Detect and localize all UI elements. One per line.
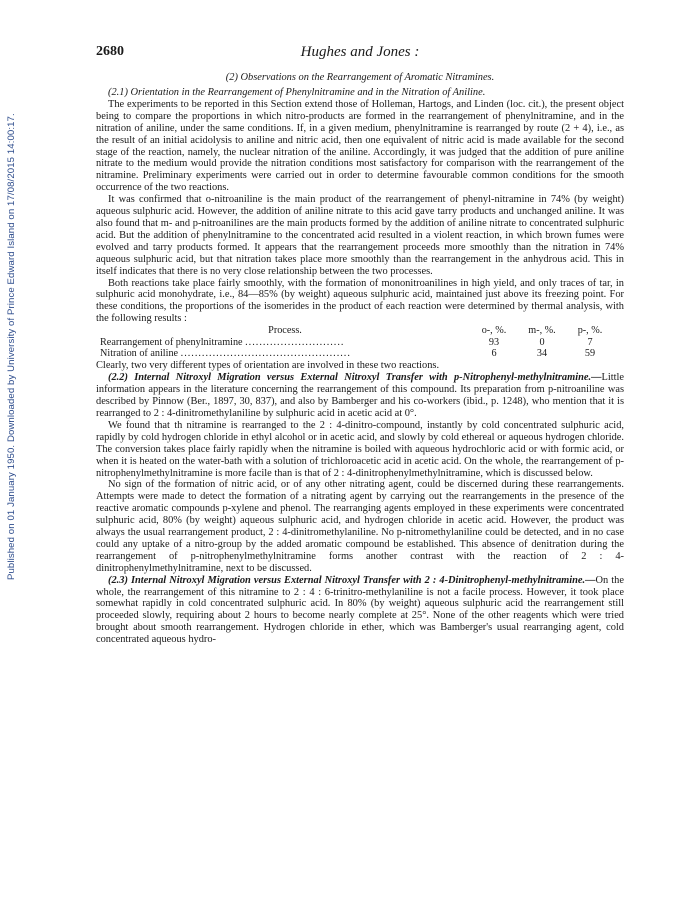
subsection-2-1-title: (2.1) Orientation in the Rearrangement of Phenylnitramine and in the Nitration of Aniline. <box>108 87 486 98</box>
paragraph: We found that th nitramine is rearranged to the 2 : 4-dinitro-compound, instantly by cold concentrated sulphuric acid, rapidly by cold hydrogen chloride in ethyl alcohol or in acetic acid, and slowly by cold ethereal or aqueous hydrogen chloride. The conversion takes place fairly rapidly when the nitramine is boiled with aqueous hydrochloric acid or with formic acid, or when it is heated on the water-bath with a solution of trichloroacetic acid in acetic acid. On the whole, the rearrangement of p-nitrophenylmethylnitramine is more facile than is that of 2 : 4-dinitrophenylmethylnitramine, which is discussed below. <box>96 419 624 479</box>
subsection-2-2-title: (2.2) Internal Nitroxyl Migration versus External Nitroxyl Transfer with p-Nitrophenyl-methylnitramine.— <box>108 372 602 384</box>
sidebar-provenance <box>0 60 22 580</box>
cell-meta: 34 <box>536 347 548 359</box>
subsection-2-3: (2.3) Internal Nitroxyl Migration versus External Nitroxyl Transfer with 2 : 4-Dinitrophenyl-methylnitramine.—On the whole, the rearrangement of this nitramine to 2 : 4 : 6-trinitro-methylaniline is not a facile process. However, it took place somewhat rapidly in cold concentrated sulphuric acid. In 80% (by weight) aqueous sulphuric acid the rearrangement still proceeded slowly, requiring about 2 hours to become nearly complete at 25°. None of the other reagents which were tried brought about smooth rearrangement. Hydrogen chloride in ether, which was Bamberger's usual rearranging agent, cold concentrated aqueous hydro- <box>96 574 624 646</box>
cell-meta: 0 <box>539 336 545 348</box>
paragraph: Clearly, two very different types of orientation are involved in these two reactions. <box>96 360 440 372</box>
paragraph: Both reactions take place fairly smoothly, with the formation of mononitroanilines in high yield, and only traces of tar, in sulphuric acid monohydrate, i.e., 84—85% (by weight) aqueous sulphuric acid, maintained just above its freezing point. For these conditions, the proportions of the isomerides in the product of each reaction were determined by thermal analysis, with the following results : <box>96 277 624 325</box>
paragraph: It was confirmed that o-nitroaniline is the main product of the rearrangement of phenyl-nitramine in 74% (by weight) aqueous sulphuric acid. However, the addition of aniline nitrate to this acid gave tarry products and unchanged aniline. It was also found that m- and p-nitroanilines are the main products formed by the addition of aniline nitrate to concentrated sulphuric acid. But the addition of phenylnitramine to the concentrated acid resulted in a violent reaction, in which brown fumes were evolved and tarry products formed. It appears that the rearrangement proceeds more smoothly than the nitration in 74% aqueous sulphuric acid, but that nitration takes place more smoothly than the rearrangement in the anhydrous acid. This in itself indicates that there is no very close relationship between the two processes. <box>96 194 624 277</box>
cell-ortho: 6 <box>491 347 497 359</box>
provenance-note: Published on 01 January 1950. Downloaded by University of Prince Edward Island on 17/08/2015 14:00:17. <box>6 113 17 580</box>
running-head: Hughes and Jones : <box>300 44 420 60</box>
col-header-process: Process. <box>268 325 302 337</box>
paragraph: The experiments to be reported in this Section extend those of Holleman, Hartogs, and Linden (loc. cit.), the present object being to compare the proportions in which nitro-products are formed in the rearrangement of phenylnitramine, and in the nitration of aniline, under the same conditions. If, in a given medium, phenylnitramine is rearranged by route (2 + 4), i.e., as the result of an initial acidolysis to aniline and nitric acid, then one equivalent of nitric acid is made available for the second stage of the reaction, namely, the nuclear nitration of the aniline. Accordingly, it was judged that the addition of pure aniline nitrate to the medium would provide the nitration conditions most satisfactory for comparison with the rearrangement of the nitramine. Preliminary experiments were carried out in order to determine favourable common conditions for the smooth occurrence of the two reactions. <box>96 98 624 194</box>
cell-para: 59 <box>584 347 596 359</box>
subsection-2-3-title: (2.3) Internal Nitroxyl Migration versus External Nitroxyl Transfer with 2 : 4-Dinitrophenyl-methylnitramine.— <box>108 574 596 586</box>
table-header-row <box>100 325 614 336</box>
paragraph: No sign of the formation of nitric acid, or of any other nitrating agent, could be discerned during these rearrangements. Attempts were made to detect the formation of a nitrating agent by carrying out the rearrangements in the presence of the reactive aromatic compounds p-xylene and phenol. The rearranging agents employed in these experiments were concentrated sulphuric acid, 80% (by weight) aqueous sulphuric acid, and hydrogen chloride in acetic acid. However, the product was always the usual rearrangement product, 2 : 4-dinitromethylaniline. No p-nitromethylaniline could be detected, and in no case could any uptake of a nitro-group by the added aromatic compound be established. This absence of denitration during the rearrangement of p-nitrophenylmethylnitramine forms another contrast with the reaction of 2 : 4-dinitrophenylmethylnitramine, next to be discussed. <box>96 479 624 574</box>
table-row <box>100 348 614 359</box>
row-label: Rearrangement of phenylnitramine <box>100 336 243 348</box>
page-header <box>96 44 624 64</box>
col-header-ortho: o-, %. <box>481 325 507 337</box>
results-table <box>96 325 624 359</box>
page-number: 2680 <box>96 44 124 59</box>
cell-ortho: 93 <box>488 336 500 348</box>
table-row <box>100 337 614 348</box>
leader-dots: ............................ <box>245 336 345 348</box>
col-header-meta: m-, %. <box>528 325 556 337</box>
page-body <box>96 44 624 646</box>
cell-para: 7 <box>587 336 593 348</box>
row-label: Nitration of aniline <box>100 347 179 359</box>
col-header-para: p-, %. <box>577 325 603 337</box>
leader-dots: ................................................ <box>180 347 351 359</box>
section-title: (2) Observations on the Rearrangement of Aromatic Nitramines. <box>225 72 495 83</box>
subsection-2-2: (2.2) Internal Nitroxyl Migration versus External Nitroxyl Transfer with p-Nitrophenyl-methylnitramine.—Little information appears in the literature concerning the rearrangement of this compound. Its preparation from p-nitroaniline was described by Pinnow (Ber., 1897, 30, 837), and also by Bamberger and his co-workers (ibid., p. 1248), who mention that it is rearranged to 2 : 4-dinitromethylaniline by sulphuric acid in acetic acid at 0°. <box>96 372 624 419</box>
